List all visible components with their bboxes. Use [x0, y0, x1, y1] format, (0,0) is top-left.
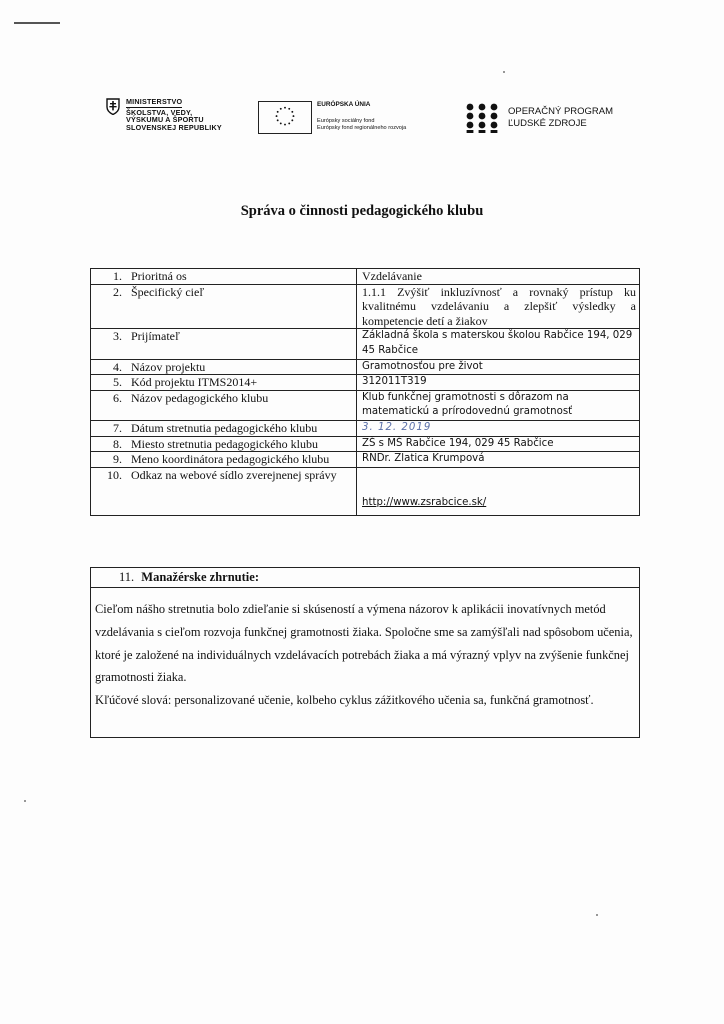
document-title: Správa o činnosti pedagogického klubu: [240, 203, 484, 219]
row-value: ZŠ s MŠ Rabčice 194, 029 45 Rabčice: [357, 436, 640, 452]
table-row: [91, 375, 640, 391]
row-value: 312011T319: [357, 375, 640, 391]
row-value: RNDr. Zlatica Krumpová: [357, 452, 640, 468]
row-number: 4.: [91, 359, 128, 375]
row-number: 5.: [91, 375, 128, 391]
row-number: 10.: [91, 467, 128, 515]
ministry-line: VÝSKUMU A ŠPORTU: [126, 115, 204, 125]
row-value: Vzdelávanie: [357, 269, 640, 285]
row-number: 1.: [91, 269, 128, 285]
row-number: 3.: [91, 329, 128, 359]
eu-text: [317, 101, 406, 134]
row-label: Špecifický cieľ: [127, 284, 357, 329]
summary-keywords: Kľúčové slová: personalizované učenie, kolbeho cyklus zážitkového učenia sa, funkčná gramotnosť.: [95, 693, 594, 708]
scan-speck: [24, 800, 26, 802]
row-value: Základná škola s materskou školou Rabčice 194, 029 45 Rabčice: [357, 329, 640, 359]
row-label: Miesto stretnutia pedagogického klubu: [127, 436, 357, 452]
table-row: [91, 284, 640, 329]
row-label: Odkaz na webové sídlo zverejnenej správy: [127, 467, 357, 515]
op-line: OPERAČNÝ PROGRAM: [508, 106, 614, 117]
ministry-logo: [106, 98, 222, 131]
management-summary: [90, 567, 640, 738]
scan-speck: [596, 914, 598, 916]
row-label: Prioritná os: [127, 269, 357, 285]
table-row: [91, 390, 640, 420]
eu-fund-line: Európsky fond regionálneho rozvoja: [317, 125, 407, 131]
eu-logo: [258, 101, 406, 134]
row-value: Gramotnosťou pre život: [357, 359, 640, 375]
website-link[interactable]: http://www.zsrabcice.sk/: [362, 497, 487, 509]
scan-mark: [14, 22, 60, 24]
eu-flag-icon: [258, 101, 312, 134]
slovak-crest-icon: [106, 98, 120, 115]
row-number: 8.: [91, 436, 128, 452]
table-row: [91, 359, 640, 375]
ministry-line: ŠKOLSTVA, VEDY,: [126, 107, 193, 117]
handwritten-date: 3. 12. 2019: [357, 420, 640, 436]
summary-number: 11.: [119, 570, 135, 584]
row-label: Dátum stretnutia pedagogického klubu: [127, 420, 357, 436]
table-row: [91, 467, 640, 515]
op-line: ĽUDSKÉ ZDROJE: [508, 118, 587, 129]
row-number: 7.: [91, 420, 128, 436]
row-value: [357, 467, 640, 515]
row-label: Meno koordinátora pedagogického klubu: [127, 452, 357, 468]
ministry-name: [126, 98, 222, 131]
ministry-line: SLOVENSKEJ REPUBLIKY: [126, 122, 222, 132]
summary-paragraph: Cieľom nášho stretnutia bolo zdieľanie si skúseností a výmena názorov k aplikácii inovatívnych metód vzdelávania s cieľom rozvoja funkčnej gramotnosti žiaka. Spoločne sme sa zamýšľali nad spôsobom učenia, ktoré je založené na individuálnych vzdelávacích potrebách žiaka a má výrazný vplyv na zvýšenie funkčnej gramotnosti žiaka.: [95, 602, 633, 685]
table-row: [91, 420, 640, 436]
eu-title: EURÓPSKA ÚNIA: [317, 101, 371, 108]
scan-speck: [503, 71, 505, 73]
table-row: [91, 452, 640, 468]
row-value: 1.1.1 Zvýšiť inkluzívnosť a rovnaký prístup ku kvalitnému vzdelávaniu a zlepšiť výsledky a kompetencie detí a žiakov: [357, 284, 640, 329]
summary-body: [91, 588, 639, 712]
row-label: Kód projektu ITMS2014+: [127, 375, 357, 391]
summary-title: Manažérske zhrnutie:: [141, 570, 259, 584]
table-row: [91, 436, 640, 452]
row-label: Názov projektu: [127, 359, 357, 375]
table-row: [91, 269, 640, 285]
row-number: 2.: [91, 284, 128, 329]
row-label: Názov pedagogického klubu: [127, 390, 357, 420]
table-row: [91, 329, 640, 359]
summary-heading: [91, 568, 639, 588]
row-label: Prijímateľ: [127, 329, 357, 359]
op-logo: [465, 103, 613, 133]
row-number: 6.: [91, 390, 128, 420]
op-dots-icon: [465, 103, 499, 133]
ministry-line: MINISTERSTVO: [126, 97, 183, 106]
op-text: [508, 106, 613, 130]
row-number: 9.: [91, 452, 128, 468]
eu-fund-line: Európsky sociálny fond: [317, 118, 375, 124]
project-info-table: [90, 268, 640, 516]
row-value: Klub funkčnej gramotnosti s dôrazom na matematickú a prírodovednú gramotnosť: [357, 390, 640, 420]
